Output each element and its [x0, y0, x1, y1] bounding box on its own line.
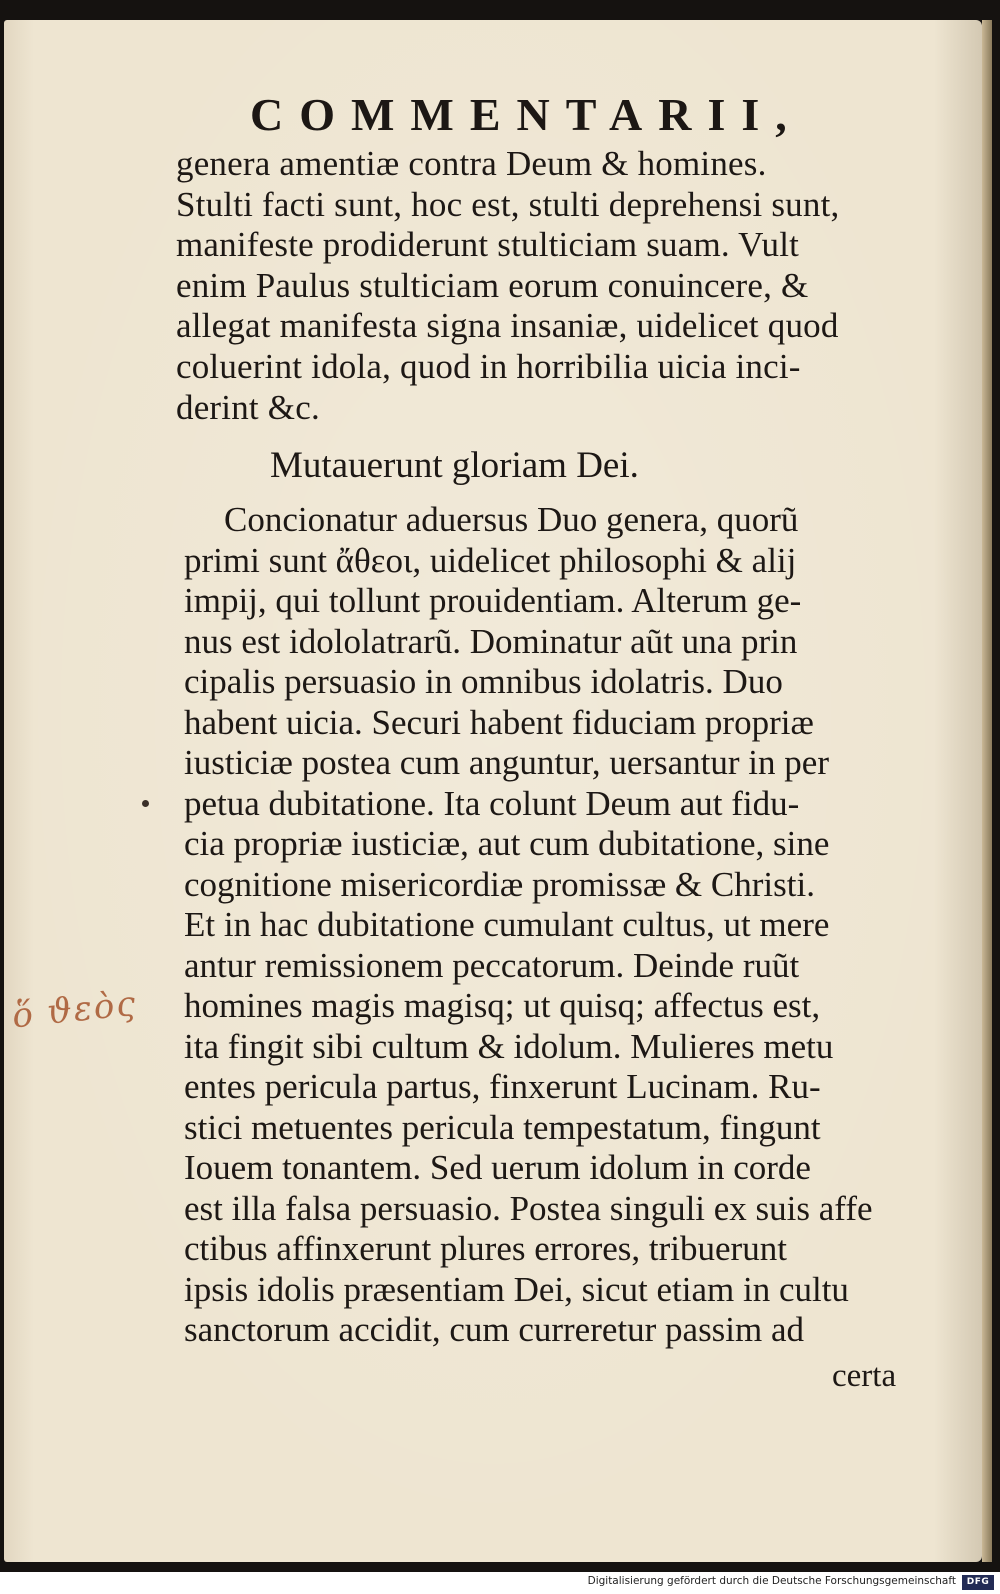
page-edge — [982, 20, 992, 1562]
paragraph-2-line: cipalis persuasio in omnibus idolatris. Duo — [184, 662, 783, 701]
paragraph-2-line: Iouem tonantem. Sed uerum idolum in corde — [184, 1148, 811, 1187]
paragraph-1-line: genera amentiæ contra Deum & homines. — [176, 144, 767, 183]
paragraph-1 — [176, 144, 936, 428]
paragraph-2-line: homines magis magisq; ut quisq; affectus est, — [184, 986, 821, 1025]
running-head: COMMENTARII, — [250, 89, 803, 140]
paragraph-2-line: antur remissionem peccatorum. Deinde ruũt — [184, 945, 800, 985]
paragraph-2-line: ipsis idolis præsentiam Dei, sicut etiam in cultu — [184, 1269, 849, 1309]
paragraph-2-line: primi sunt ἄθεοι, uidelicet philosophi & alij — [184, 540, 797, 580]
handwritten-margin-note: ὅ ϑεὸς — [10, 983, 140, 1037]
paragraph-2-line: stici metuentes pericula tempestatum, fingunt — [184, 1107, 821, 1147]
paragraph-1-line: enim Paulus stulticiam eorum conuincere, & — [176, 265, 809, 305]
paragraph-1-line: manifeste prodiderunt stulticiam suam. Vult — [176, 225, 800, 265]
paragraph-2 — [184, 500, 944, 1351]
digitization-footer — [0, 1572, 1000, 1594]
paragraph-2-line: est illa falsa persuasio. Postea singuli ex suis affe — [184, 1188, 873, 1228]
margin-mark — [142, 800, 149, 807]
footer-text: Digitalisierung gefördert durch die Deutsche Forschungsgemeinschaft — [587, 1575, 956, 1587]
paragraph-1-line: derint &c. — [176, 387, 320, 427]
paragraph-2-line: habent uicia. Securi habent fiduciam propriæ — [184, 702, 814, 742]
paragraph-2-line: Et in hac dubitatione cumulant cultus, ut mere — [184, 905, 830, 944]
paragraph-2-line: ctibus affinxerunt plures errores, tribuerunt — [184, 1229, 787, 1268]
paragraph-1-line: coluerint idola, quod in horribilia uicia inci- — [176, 346, 801, 386]
section-heading: Mutauerunt gloriam Dei. — [270, 445, 639, 486]
paragraph-1-line: Stulti facti sunt, hoc est, stulti deprehensi sunt, — [176, 184, 840, 224]
paragraph-1-line: allegat manifesta signa insaniæ, uidelicet quod — [176, 306, 839, 346]
paragraph-2-line: impij, qui tollunt prouidentiam. Alterum ge- — [184, 581, 802, 620]
catchword: certa — [832, 1358, 897, 1394]
dfg-logo: DFG — [962, 1575, 994, 1590]
paragraph-2-line: nus est idololatrarũ. Dominatur aũt una prin — [184, 621, 798, 661]
paragraph-2-line: ita fingit sibi cultum & idolum. Mulieres metu — [184, 1026, 834, 1066]
paragraph-2-line: sanctorum accidit, cum curreretur passim ad — [184, 1310, 805, 1349]
paragraph-2-line: cognitione misericordiæ promissæ & Christi. — [184, 864, 815, 904]
paragraph-2-line: entes pericula partus, finxerunt Lucinam. Ru- — [184, 1067, 821, 1106]
paragraph-2-line: cia propriæ iusticiæ, aut cum dubitatione, sine — [184, 824, 830, 863]
paragraph-2-line: Concionatur aduersus Duo genera, quorũ — [224, 500, 799, 539]
paragraph-2-line: iusticiæ postea cum anguntur, uersantur in per — [184, 743, 829, 782]
paragraph-2-line: petua dubitatione. Ita colunt Deum aut fidu- — [184, 783, 800, 823]
